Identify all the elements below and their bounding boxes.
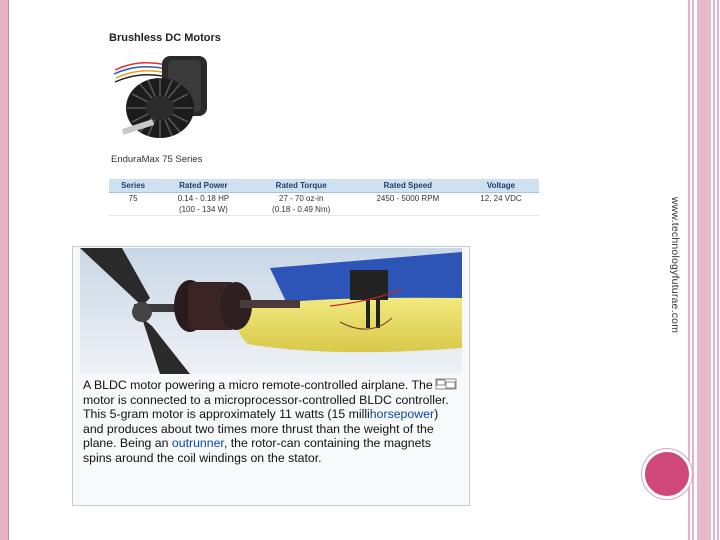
header-rated-speed: Rated Speed [353, 179, 463, 193]
table-row [109, 204, 539, 216]
decorative-circle [642, 449, 692, 499]
header-series: Series [109, 179, 157, 193]
table-cell: 75 [128, 194, 138, 203]
table-cell: 27 - 70 oz-in [278, 194, 324, 203]
motor-image [110, 50, 220, 150]
motor-caption: EnduraMax 75 Series [111, 154, 203, 165]
airplane-motor-photo [80, 248, 462, 374]
header-rated-torque: Rated Torque [250, 179, 353, 193]
spec-table [109, 179, 539, 216]
table-cell: (0.18 - 0.49 Nm) [250, 204, 353, 216]
left-decorative-bar [0, 0, 9, 540]
photo-panel [72, 246, 470, 506]
table-cell: (100 - 134 W) [157, 204, 249, 216]
table-cell: 2450 - 5000 RPM [376, 194, 440, 203]
table-cell: 0.14 - 0.18 HP [177, 194, 230, 203]
table-cell [353, 204, 463, 216]
header-voltage: Voltage [463, 179, 539, 193]
table-row [109, 193, 539, 205]
spec-table-header [109, 179, 539, 193]
table-cell: 12, 24 VDC [480, 194, 522, 203]
table-cell [463, 204, 539, 216]
right-decorative-bars [688, 0, 720, 540]
outrunner-link[interactable]: outrunner [171, 436, 224, 451]
caption-text: ) and produces about two times more thrust than the weight of the plane. Being an [83, 407, 439, 451]
table-cell [109, 204, 157, 216]
website-url: www.technologyfuturae.com [669, 196, 681, 334]
horsepower-link[interactable]: horsepower [369, 407, 435, 422]
caption-text: A BLDC motor powering a micro remote-controlled airplane. The motor is connected to a microprocessor-controlled BLDC controller. This 5-gram motor is approximately 11 watts (15 milli [83, 378, 449, 422]
caption-text: , the rotor-can containing the magnets spins around the coil windings on the stator. [83, 436, 431, 465]
motor-title: Brushless DC Motors [109, 32, 221, 44]
photo-caption [83, 378, 455, 466]
header-rated-power: Rated Power [157, 179, 249, 193]
